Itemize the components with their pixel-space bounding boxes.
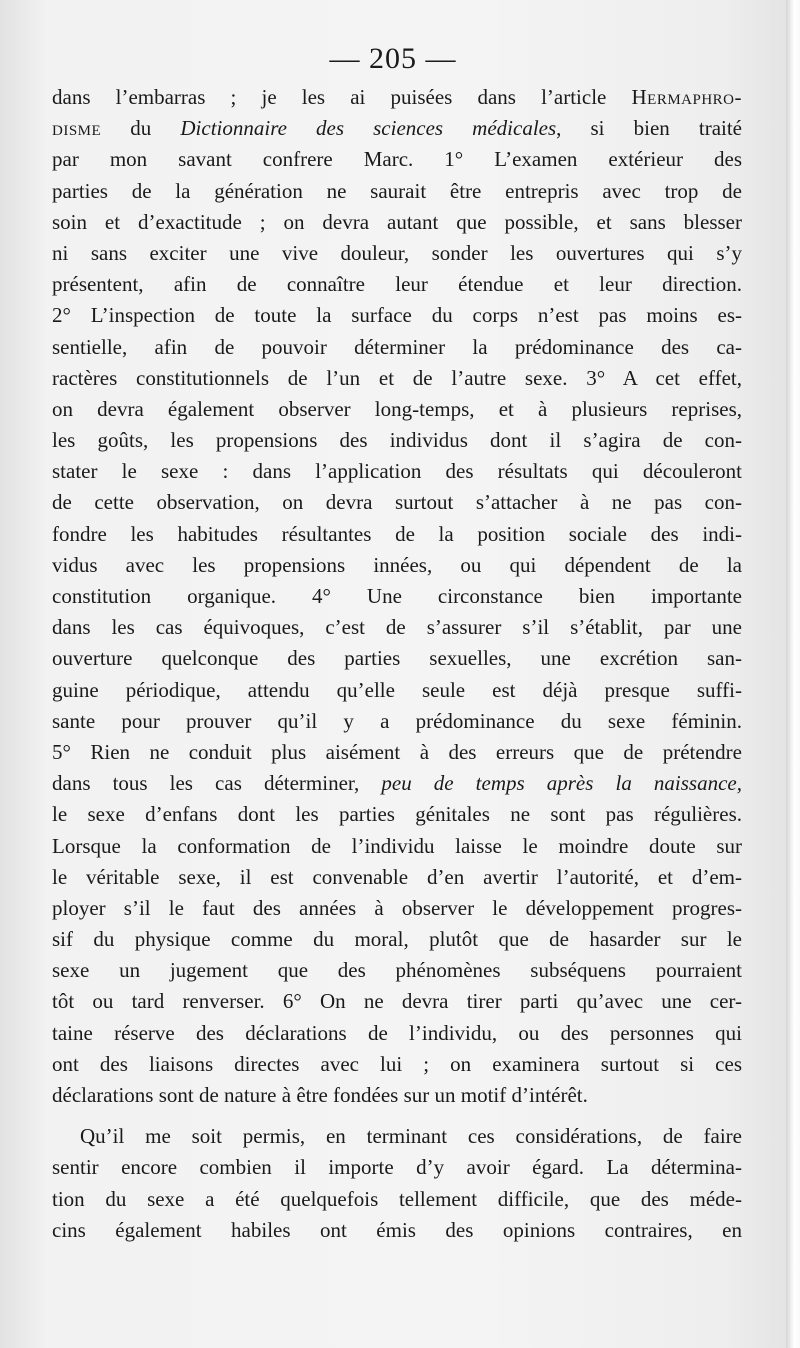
text-line: sif du physique comme du moral, plutôt que de hasarder sur le: [52, 927, 742, 952]
text-line: tôt ou tard renverser. 6° On ne devra tirer parti qu’avec une cer-: [52, 989, 742, 1014]
text-line: 2° L’inspection de toute la surface du corps n’est pas moins es-: [52, 303, 742, 328]
text-line: ployer s’il le faut des années à observer le développement progres-: [52, 895, 742, 920]
text-line: parties de la génération ne saurait être entrepris avec trop de: [52, 178, 742, 203]
text-line: sexe un jugement que des phénomènes subséquens pourraient: [52, 958, 742, 983]
text-line: sentir encore combien il importe d’y avoir égard. La détermina-: [52, 1155, 742, 1180]
text-line: dans les cas équivoques, c’est de s’assurer s’il s’établit, par une: [52, 615, 742, 640]
text-line: ni sans exciter une vive douleur, sonder les ouvertures qui s’y: [52, 240, 742, 265]
page-number: — 205 —: [329, 42, 457, 75]
text-line: stater le sexe : dans l’application des résultats qui découleront: [52, 459, 742, 484]
text-line: on devra également observer long-temps, et à plusieurs reprises,: [52, 396, 742, 421]
text-line: ractères constitutionnels de l’un et de l’autre sexe. 3° A cet effet,: [52, 365, 742, 390]
text-line: disme du Dictionnaire des sciences médicales, si bien traité: [52, 116, 742, 141]
text-line: sante pour prouver qu’il y a prédominance du sexe féminin.: [52, 708, 742, 733]
text-line: par mon savant confrere Marc. 1° L’examen extérieur des: [52, 147, 742, 172]
text-line: ouverture quelconque des parties sexuelles, une excrétion san-: [52, 646, 742, 671]
text-line: tion du sexe a été quelquefois tellement difficile, que des méde-: [52, 1186, 742, 1211]
text-line: sentielle, afin de pouvoir déterminer la prédominance des ca-: [52, 334, 742, 359]
text-line: dans l’embarras ; je les ai puisées dans l’article Hermaphro-: [52, 85, 742, 109]
smallcaps-term: disme: [52, 116, 102, 141]
text-line: ont des liaisons directes avec lui ; on examinera surtout si ces: [52, 1051, 742, 1076]
text-line: le véritable sexe, il est convenable d’en avertir l’autorité, et d’em-: [52, 864, 742, 889]
italic-title: Dictionnaire des sciences médicales: [180, 116, 557, 141]
text-line: les goûts, les propensions des individus dont il s’agira de con-: [52, 428, 742, 453]
text-line: constitution organique. 4° Une circonstance bien importante: [52, 584, 742, 608]
text-line: vidus avec les propensions innées, ou qui dépendent de la: [52, 552, 742, 577]
text-line: soin et d’exactitude ; on devra autant que possible, et sans blesser: [52, 209, 742, 234]
text-line: présentent, afin de connaître leur étendue et leur direction.: [52, 272, 742, 297]
text-line: taine réserve des déclarations de l’individu, ou des personnes qui: [52, 1020, 742, 1045]
paragraph-start-line: Qu’il me soit permis, en terminant ces considérations, de faire: [80, 1124, 742, 1149]
text-line: dans tous les cas déterminer, peu de temps après la naissance,: [52, 771, 742, 796]
text-line: fondre les habitudes résultantes de la position sociale des indi-: [52, 521, 742, 546]
smallcaps-term: Hermaphro-: [631, 85, 742, 109]
italic-phrase: peu de temps après la naissance,: [381, 771, 742, 796]
text-line: de cette observation, on devra surtout s’attacher à ne pas con-: [52, 490, 742, 515]
text-line: déclarations sont de nature à être fondées sur un motif d’intérêt.: [52, 1083, 588, 1107]
body-text: [52, 82, 742, 1246]
text-line: Lorsque la conformation de l’individu laisse le moindre doute sur: [52, 833, 742, 858]
text-line: guine périodique, attendu qu’elle seule est déjà presque suffi-: [52, 677, 742, 702]
text-line: cins également habiles ont émis des opinions contraires, en: [52, 1217, 742, 1242]
page-edge: [786, 0, 800, 1348]
text-line: le sexe d’enfans dont les parties génitales ne sont pas régulières.: [52, 802, 742, 827]
text-line: 5° Rien ne conduit plus aisément à des erreurs que de prétendre: [52, 739, 742, 764]
